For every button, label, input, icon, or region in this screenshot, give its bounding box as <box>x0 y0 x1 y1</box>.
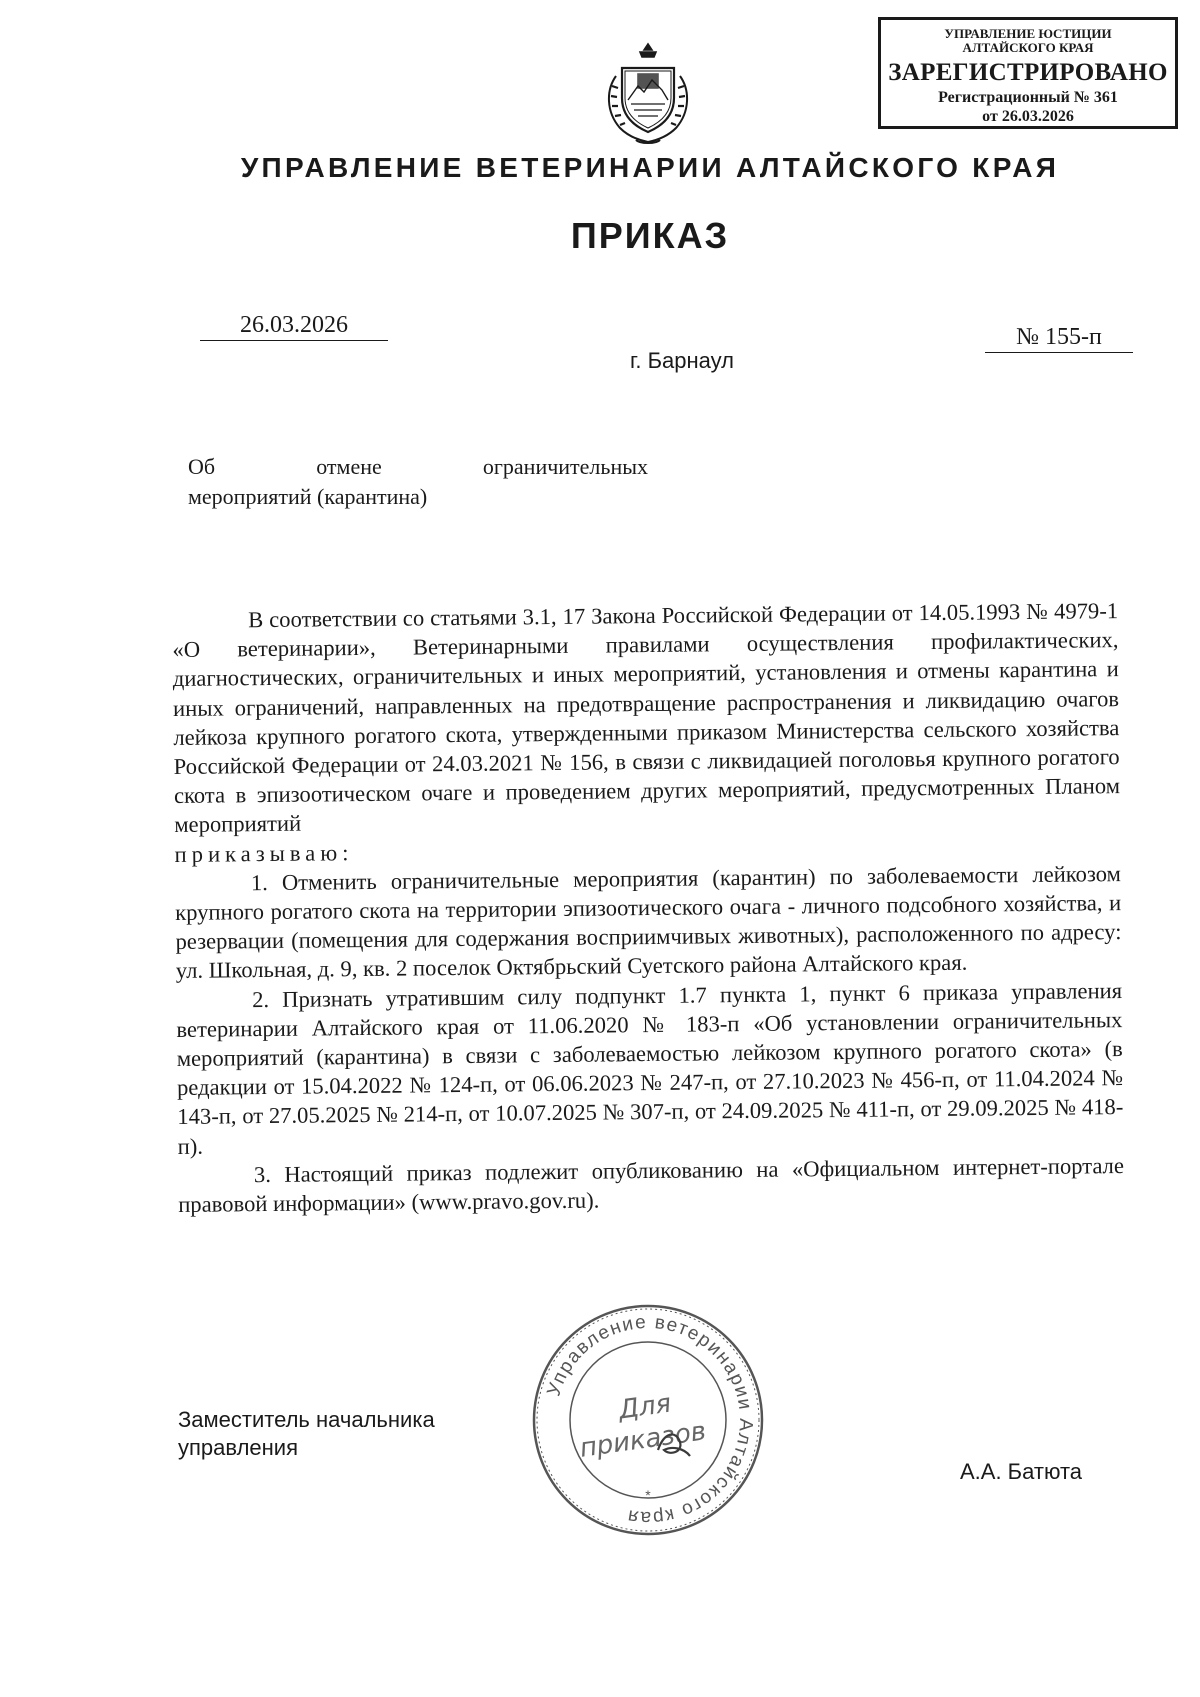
round-stamp-ring-text: Управление ветеринарии Алтайского края <box>543 1311 757 1529</box>
round-stamp-center-1: Для <box>616 1388 674 1426</box>
document-type: ПРИКАЗ <box>570 215 730 256</box>
body-item-2: 2. Признать утратившим силу подпункт 1.7 пункта 1, пункт 6 приказа управления ветеринарии Алтайского края от 11.06.2020 № 183-п «Об установлении ограничительных мероприятий (карантина) в связи с заболеваемостью лейкозом крупного рогатого скота» (в редакции от 15.04.2022 № 124-п, от 06.06.2023 № 247-п, от 27.10.2023 № 456-п, от 11.04.2024 № 143-п, от 27.05.2025 № 214-п, от 10.07.2025 № 307-п, от 24.09.2025 № 411-п, от 29.09.2025 № 418-п). <box>176 977 1124 1159</box>
reg-stamp-number: Регистрационный № 361 <box>938 89 1118 106</box>
document-subject <box>188 452 648 512</box>
svg-text:*: * <box>645 1487 651 1503</box>
round-stamp-center-2: приказов <box>577 1416 708 1464</box>
signatory-name: А.А. Батюта <box>960 1459 1083 1484</box>
reg-stamp-date: от 26.03.2026 <box>982 108 1074 125</box>
reg-stamp-authority-2: АЛТАЙСКОГО КРАЯ <box>962 40 1094 55</box>
body-item-1: 1. Отменить ограничительные мероприятия (карантин) по заболеваемости лейкозом крупного рогатого скота на территории эпизоотического очага - личного подсобного хозяйства, и резервации (помещения для содержания восприимчивых животных), расположенного по адресу: ул. Школьная, д. 9, кв. 2 поселок Октябрьский Суетского района Алтайского края. <box>175 860 1122 984</box>
document-date: 26.03.2026 <box>200 310 388 341</box>
document-number: № 155-п <box>985 322 1133 353</box>
subject-line-1: Об отмене ограничительных <box>188 454 648 479</box>
official-round-stamp <box>528 1300 768 1540</box>
document-city: г. Барнаул <box>630 348 734 373</box>
registration-stamp <box>878 17 1178 129</box>
body-order-word: приказываю: <box>174 839 354 867</box>
coat-of-arms-icon <box>598 40 698 148</box>
document-body <box>172 596 1124 1219</box>
subject-line-2: мероприятий (карантина) <box>188 484 428 509</box>
reg-stamp-authority-1: УПРАВЛЕНИЕ ЮСТИЦИИ <box>944 26 1112 41</box>
body-item-3: 3. Настоящий приказ подлежит опубликованию на «Официальном интернет-портале правовой информации» (www.pravo.gov.ru). <box>178 1152 1125 1218</box>
body-preamble: В соответствии со статьями 3.1, 17 Закона Российской Федерации от 14.05.1993 № 4979-1 «О ветеринарии», Ветеринарными правилами осуществления профилактических, диагностических, ограничительных и иных мероприятий, установления и отмены карантина и иных ограничений, направленных на предотвращение распространения и ликвидацию очагов лейкоза крупного рогатого скота, утвержденными приказом Министерства сельского хозяйства Российской Федерации от 24.03.2021 № 156, в связи с ликвидацией поголовья крупного рогатого скота в эпизоотическом очаге и проведением других мероприятий, предусмотренных Планом мероприятий <box>172 598 1121 838</box>
signatory-position: Заместитель начальника управления <box>178 1407 435 1460</box>
organization-title: УПРАВЛЕНИЕ ВЕТЕРИНАРИИ АЛТАЙСКОГО КРАЯ <box>240 152 1060 183</box>
reg-stamp-status: ЗАРЕГИСТРИРОВАНО <box>888 59 1168 86</box>
